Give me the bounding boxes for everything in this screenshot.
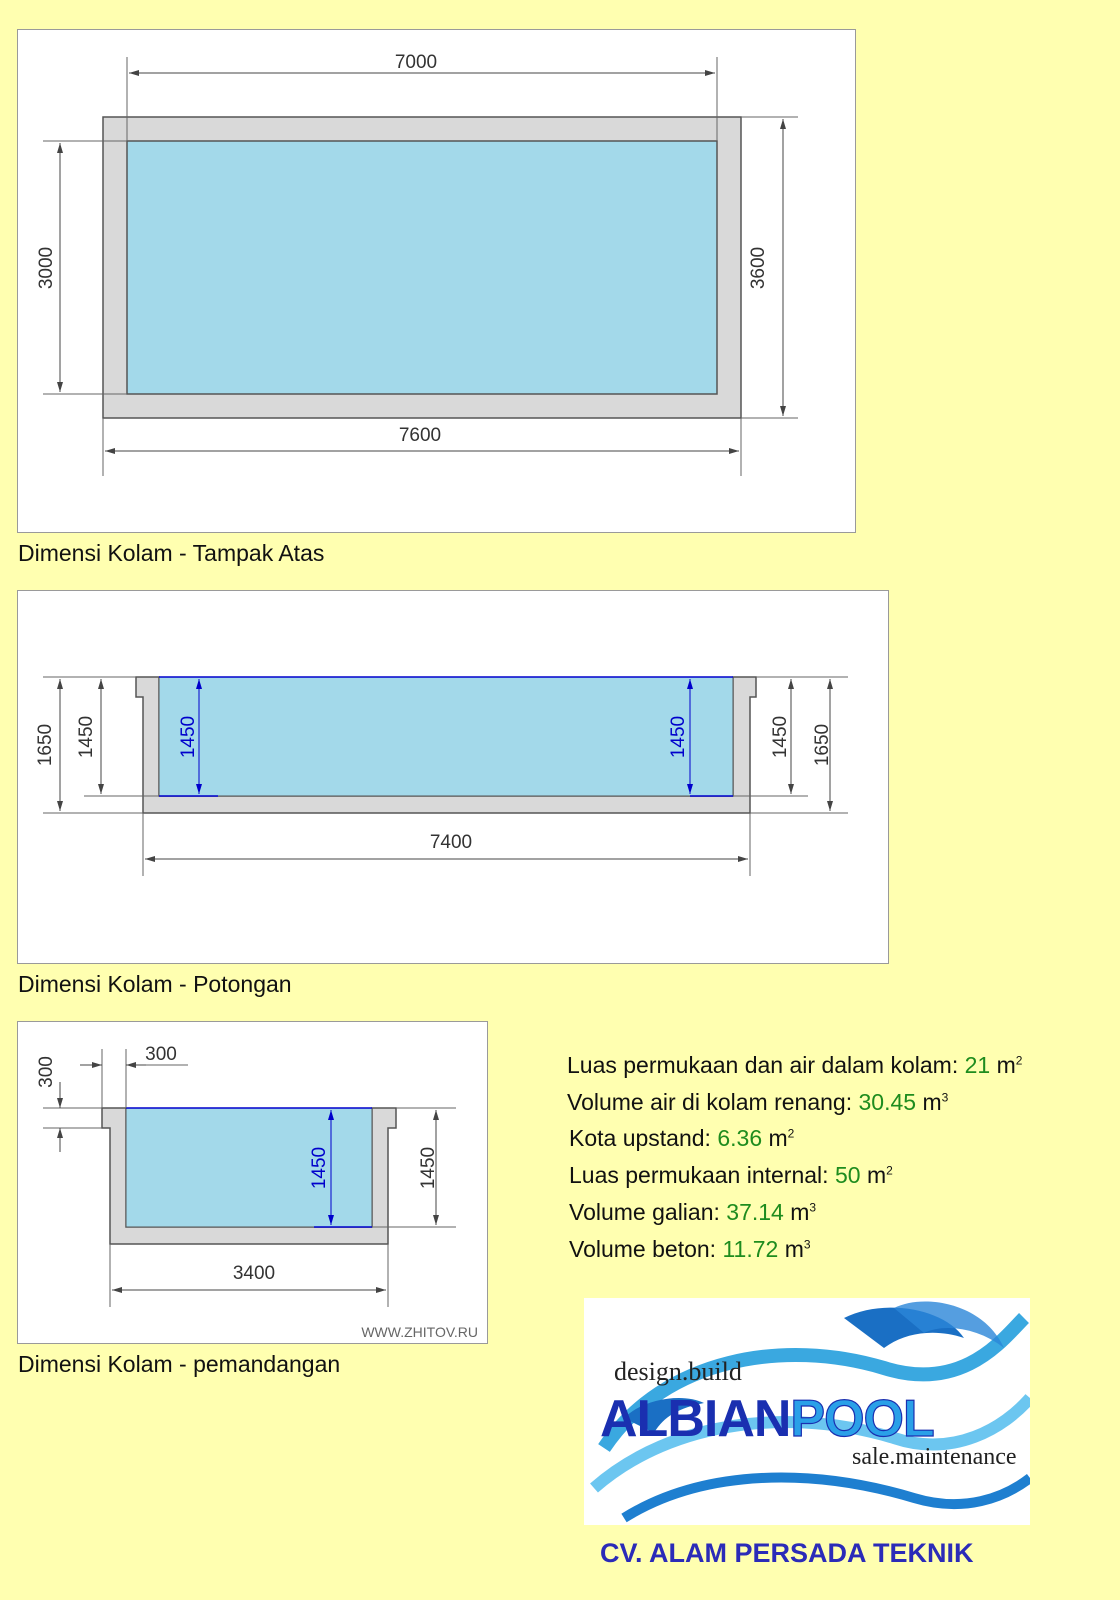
stat-label: Volume beton: [569, 1236, 717, 1262]
dim-outer-length: 7600 [398, 425, 442, 446]
stat-upstand [569, 1125, 794, 1152]
logo-tagline-top: design.build [614, 1357, 742, 1386]
dim-bottom-length: 7400 [429, 832, 473, 853]
stat-label: Volume galian: [569, 1199, 720, 1225]
stat-unit: m [996, 1052, 1016, 1078]
stat-unit: m [922, 1089, 942, 1115]
stat-unit: m [866, 1162, 887, 1188]
dim-inner-length: 7000 [394, 52, 438, 73]
stat-water-volume [567, 1089, 948, 1116]
stat-exponent: 2 [1015, 1053, 1023, 1068]
stat-internal-area [569, 1162, 893, 1189]
watermark: WWW.ZHITOV.RU [361, 1324, 478, 1340]
dim-left-water-depth: 1450 [178, 715, 199, 759]
stat-value: 11.72 [722, 1236, 779, 1262]
dim-inner-width: 3000 [36, 246, 57, 290]
stat-unit: m [784, 1236, 804, 1262]
stat-exponent: 3 [803, 1237, 811, 1252]
logo-tagline-bottom: sale.maintenance [852, 1444, 1017, 1470]
section-view-drawing [18, 591, 890, 965]
stat-label: Luas permukaan internal: [569, 1162, 829, 1188]
pool-water-top [127, 141, 717, 394]
top-view-drawing [18, 30, 857, 534]
dim-depth: 1450 [418, 1146, 439, 1190]
stat-label: Volume air di kolam renang: [567, 1089, 853, 1115]
stat-value: 37.14 [726, 1199, 784, 1225]
dim-width: 3400 [232, 1263, 276, 1284]
pool-section-water [159, 677, 733, 796]
albianpool-logo [584, 1298, 1030, 1525]
stat-exponent: 3 [941, 1090, 949, 1105]
wave-graphic [584, 1298, 1030, 1525]
pool-detail-water [126, 1108, 372, 1227]
dim-left-inner-depth: 1450 [76, 715, 97, 759]
dim-wall-height: 300 [36, 1056, 57, 1088]
dim-left-outer-depth: 1650 [35, 723, 56, 767]
stat-exponent: 2 [886, 1163, 893, 1178]
logo-brand-albian: ALBIAN [600, 1390, 791, 1448]
stat-exponent: 3 [809, 1200, 817, 1215]
dim-right-outer-depth: 1650 [812, 723, 833, 767]
stat-concrete-volume [569, 1236, 811, 1263]
section-view-panel [17, 590, 889, 964]
detail-view-drawing [18, 1022, 489, 1345]
top-view-caption: Dimensi Kolam - Tampak Atas [18, 540, 325, 566]
logo-brand-pool: POOL [790, 1390, 934, 1448]
section-view-caption: Dimensi Kolam - Potongan [18, 971, 292, 997]
stat-exponent: 2 [787, 1126, 795, 1141]
dim-right-water-depth: 1450 [668, 715, 689, 759]
stat-unit: m [790, 1199, 810, 1225]
dim-water-depth: 1450 [309, 1146, 330, 1190]
detail-view-panel [17, 1021, 488, 1344]
detail-view-caption: Dimensi Kolam - pemandangan [18, 1351, 341, 1377]
stat-label: Luas permukaan dan air dalam kolam: [567, 1052, 959, 1078]
stat-label: Kota upstand: [569, 1125, 711, 1151]
stat-unit: m [768, 1125, 788, 1151]
dim-outer-width: 3600 [748, 246, 769, 290]
stat-surface-area [567, 1052, 1022, 1079]
dim-wall-thickness: 300 [145, 1044, 177, 1065]
stat-value: 50 [834, 1162, 861, 1188]
dim-right-inner-depth: 1450 [770, 715, 791, 759]
company-name: CV. ALAM PERSADA TEKNIK [600, 1538, 974, 1568]
stat-value: 6.36 [717, 1125, 763, 1151]
stat-value: 30.45 [858, 1089, 917, 1115]
top-view-panel [17, 29, 856, 533]
stat-value: 21 [964, 1052, 991, 1078]
svg-text:ALBIANPOOL [600, 1390, 934, 1448]
stat-excavation-volume [569, 1199, 816, 1226]
